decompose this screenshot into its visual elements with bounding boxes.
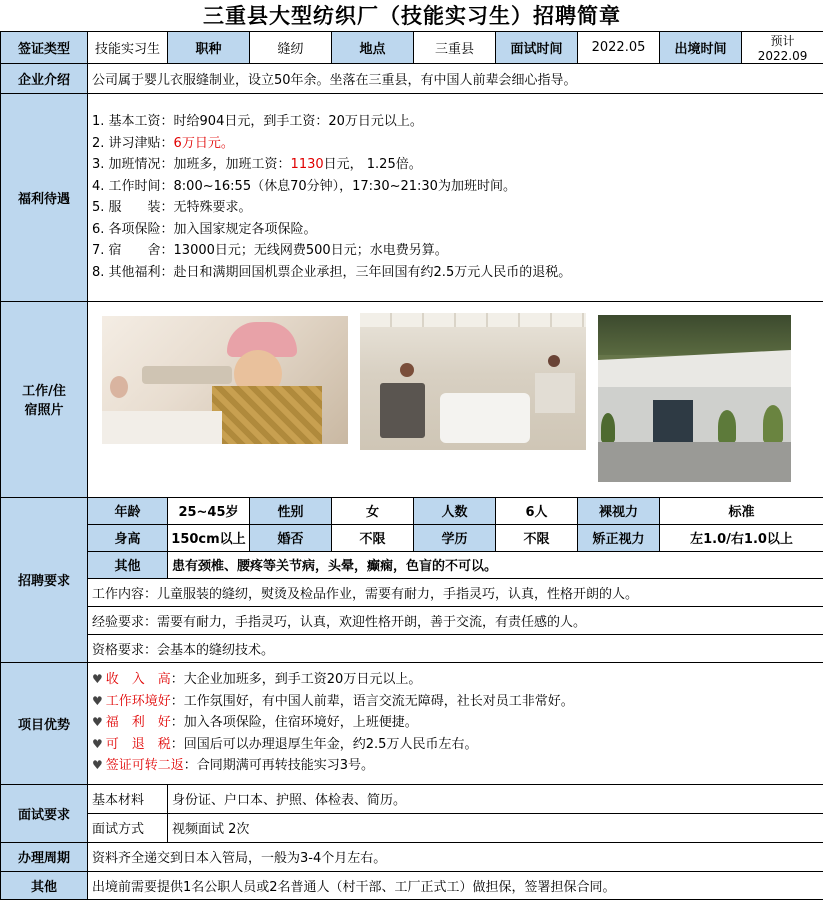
method-value: 视频面试 2次 [168, 813, 823, 842]
materials-value: 身份证、户口本、护照、体检表、简历。 [168, 784, 823, 813]
count-value: 6人 [496, 497, 578, 524]
naked-eye-value: 标准 [660, 497, 823, 524]
height-value: 150cm以上 [168, 524, 250, 551]
welfare-list [88, 93, 823, 301]
marriage-value: 不限 [332, 524, 414, 551]
qualification-req: 资格要求：会基本的缝纫技术。 [88, 634, 823, 662]
corrected-vision-value: 左1.0/右1.0以上 [660, 524, 823, 551]
interview-row-1 [1, 784, 823, 813]
advantage-item: ♥ 工作环境好：工作氛围好，有中国人前辈，语言交流无障碍，社长对员工非常好。 [92, 691, 819, 713]
welfare-row [1, 93, 823, 301]
req-row-2 [1, 524, 823, 551]
advantages-label: 项目优势 [1, 662, 88, 784]
naked-eye-label: 裸视力 [578, 497, 660, 524]
period-label: 办理周期 [1, 842, 88, 871]
location-label: 地点 [332, 31, 414, 63]
height-label: 身高 [88, 524, 168, 551]
departure-value: 预计2022.09 [742, 31, 823, 63]
interview-label: 面试要求 [1, 784, 88, 842]
other-text: 出境前需要提供1名公职人员或2名普通人（村干部、工厂正式工）做担保，签署担保合同。 [88, 871, 823, 899]
period-row [1, 842, 823, 871]
other-label: 其他 [1, 871, 88, 899]
gender-label: 性别 [250, 497, 332, 524]
other-row [1, 871, 823, 899]
sewing-worker-photo [102, 316, 348, 444]
factory-floor-photo [360, 313, 586, 450]
heart-icon: ♥ [92, 715, 103, 729]
advantages-list [88, 662, 823, 784]
departure-label: 出境时间 [660, 31, 742, 63]
experience-req: 经验要求：需要有耐力，手指灵巧，认真，欢迎性格开朗，善于交流，有责任感的人。 [88, 606, 823, 634]
factory-building-photo [598, 315, 791, 482]
visa-type-label: 签证类型 [1, 31, 88, 63]
welfare-item: 7. 宿 舍：13000日元；无线网费500日元；水电费另算。 [92, 240, 819, 262]
page-title: 三重县大型纺织厂（技能实习生）招聘简章 [1, 0, 823, 31]
welfare-item: 5. 服 装：无特殊要求。 [92, 197, 819, 219]
other-req-value: 患有颈椎、腰疼等关节病，头晕，癫痫，色盲的不可以。 [168, 551, 823, 578]
company-text: 公司属于婴儿衣服缝制业，设立50年余。坐落在三重县，有中国人前辈会细心指导。 [88, 63, 823, 93]
interview-time-value: 2022.05 [578, 31, 660, 63]
header-row [1, 31, 823, 63]
heart-icon: ♥ [92, 672, 103, 686]
interview-time-label: 面试时间 [496, 31, 578, 63]
welfare-item: 1. 基本工资：时给904日元，到手工资：20万日元以上。 [92, 111, 819, 133]
req-row-3 [1, 551, 823, 578]
requirements-label: 招聘要求 [1, 497, 88, 662]
welfare-item: 8. 其他福利：赴日和满期回国机票企业承担，三年回国有约2.5万元人民币的退税。 [92, 262, 819, 284]
location-value: 三重县 [414, 31, 496, 63]
interview-row-2 [1, 813, 823, 842]
marriage-label: 婚否 [250, 524, 332, 551]
advantages-row [1, 662, 823, 784]
photos-label: 工作/住宿照片 [1, 301, 88, 497]
company-row [1, 63, 823, 93]
method-label: 面试方式 [88, 813, 168, 842]
advantage-item: ♥ 可 退 税：回国后可以办理退厚生年金，约2.5万人民币左右。 [92, 734, 819, 756]
heart-icon: ♥ [92, 758, 103, 772]
job-value: 缝纫 [250, 31, 332, 63]
heart-icon: ♥ [92, 737, 103, 751]
company-label: 企业介绍 [1, 63, 88, 93]
count-label: 人数 [414, 497, 496, 524]
education-label: 学历 [414, 524, 496, 551]
photos-row [1, 301, 823, 497]
welfare-item: 2. 讲习津贴：6万日元。 [92, 133, 819, 155]
age-value: 25~45岁 [168, 497, 250, 524]
welfare-item: 4. 工作时间：8:00~16:55（休息70分钟），17:30~21:30为加班时间。 [92, 176, 819, 198]
welfare-label: 福利待遇 [1, 93, 88, 301]
advantage-item: ♥ 福 利 好：加入各项保险，住宿环境好，上班便捷。 [92, 712, 819, 734]
materials-label: 基本材料 [88, 784, 168, 813]
req-row-1 [1, 497, 823, 524]
advantage-item: ♥ 签证可转二返：合同期满可再转技能实习3号。 [92, 755, 819, 777]
job-label: 职种 [168, 31, 250, 63]
work-content: 工作内容：儿童服装的缝纫，熨烫及检品作业，需要有耐力，手指灵巧，认真，性格开朗的人。 [88, 578, 823, 606]
visa-type-value: 技能实习生 [88, 31, 168, 63]
welfare-item: 6. 各项保险：加入国家规定各项保险。 [92, 219, 819, 241]
gender-value: 女 [332, 497, 414, 524]
corrected-vision-label: 矫正视力 [578, 524, 660, 551]
welfare-item: 3. 加班情况：加班多，加班工资：1130日元， 1.25倍。 [92, 154, 819, 176]
heart-icon: ♥ [92, 694, 103, 708]
other-req-label: 其他 [88, 551, 168, 578]
education-value: 不限 [496, 524, 578, 551]
age-label: 年龄 [88, 497, 168, 524]
period-text: 资料齐全递交到日本入管局，一般为3-4个月左右。 [88, 842, 823, 871]
advantage-item: ♥ 收 入 高：大企业加班多，到手工资20万日元以上。 [92, 669, 819, 691]
